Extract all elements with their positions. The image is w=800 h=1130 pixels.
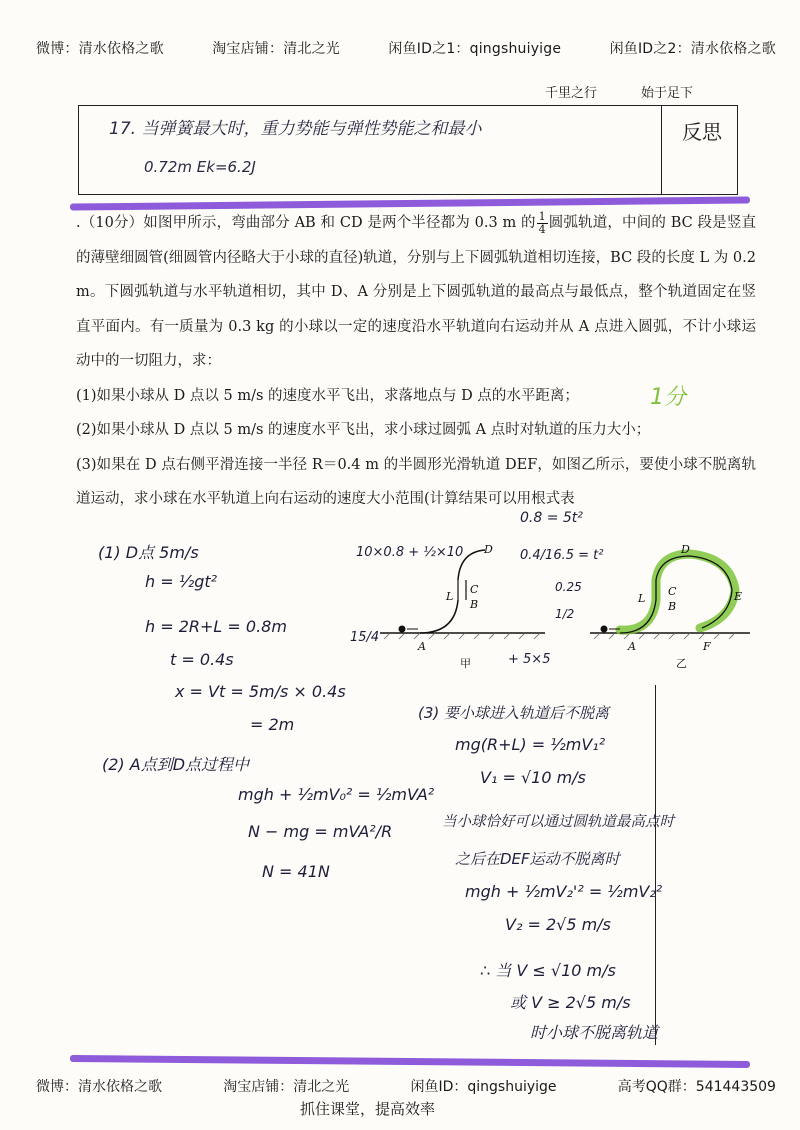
answer-divider — [655, 685, 656, 1045]
scratch-2: 0.8 = 5t² — [520, 510, 583, 526]
question-3: (3)如果在 D 点右侧平滑连接一半径 R＝0.4 m 的半圆形光滑轨道 DEF，如图乙所示，要使小球不脱离轨道运动，求小球在水平轨道上向右运动的速度大小范围(计算结果可以用根式表 — [76, 456, 756, 507]
caption-yi: 乙 — [676, 657, 687, 670]
answer-3-line-8: 或 V ≥ 2√5 m/s — [510, 993, 631, 1012]
ground-hatch — [384, 633, 540, 639]
handwritten-note-1: 17. 当弹簧最大时，重力势能与弹性势能之和最小 — [109, 119, 482, 139]
reflection-table — [78, 105, 738, 195]
answer-3-line-9: 时小球不脱离轨道 — [530, 1023, 659, 1042]
page-header — [36, 38, 776, 58]
track-lower-arc — [420, 600, 458, 633]
question-2: (2)如果小球从 D 点以 5 m/s 的速度水平飞出，求小球过圆弧 A 点时对轨道的压力大小； — [76, 422, 651, 438]
label-c-jia: C — [470, 583, 479, 596]
footer-slogan: 抓住课堂，提高效率 — [300, 1100, 436, 1118]
header-taobao: 淘宝店铺：清北之光 — [212, 41, 341, 57]
header-xianyu1: 闲鱼ID之1：qingshuiyige — [388, 41, 562, 57]
label-l-jia: L — [446, 590, 454, 603]
handwritten-note-2: 0.72m Ek=6.2J — [144, 158, 256, 176]
ball — [399, 626, 406, 633]
page-footer — [36, 1076, 776, 1096]
label-d-yi: D — [681, 543, 690, 556]
answer-3-line-6: V₂ = 2√5 m/s — [505, 915, 611, 934]
answer-2-line-3: N = 41N — [262, 862, 330, 881]
footer-taobao: 淘宝店铺：清北之光 — [223, 1079, 350, 1095]
answer-3-line-2: V₁ = √10 m/s — [480, 768, 586, 787]
header-xianyu2: 闲鱼ID之2：清水依格之歌 — [609, 41, 776, 57]
answer-1-line-3: t = 0.4s — [170, 650, 234, 669]
scratch-1: 10×0.8 + ½×10 — [356, 545, 464, 560]
footer-qq: 高考QQ群：541443509 — [617, 1079, 776, 1095]
answer-3-title: (3) 要小球进入轨道后不脱离 — [418, 704, 610, 722]
scratch-3: 0.4/16.5 = t² — [520, 548, 604, 563]
answer-1-line-2: h = 2R+L = 0.8m — [145, 617, 287, 636]
motto-right: 始于足下 — [641, 86, 694, 101]
answer-1-line-1: h = ½gt² — [145, 572, 218, 591]
answer-3-line-4: 之后在DEF运动不脱离时 — [455, 850, 620, 868]
highlighter-stroke-bottom — [70, 1055, 750, 1068]
caption-jia: 甲 — [460, 657, 471, 670]
scratch-7: 1/2 — [555, 607, 575, 621]
ground-hatch-yi — [594, 633, 735, 639]
label-b-yi: B — [668, 600, 677, 613]
motto-left: 千里之行 — [545, 86, 598, 101]
answer-1-title: (1) D点 5m/s — [98, 543, 199, 562]
motto — [545, 82, 693, 101]
scratch-5: + 5×5 — [508, 652, 551, 667]
answer-2-line-1: mgh + ½mV₀² = ½mVA² — [238, 785, 435, 804]
question-1: (1)如果小球从 D 点以 5 m/s 的速度水平飞出，求落地点与 D 点的水平距离； — [76, 387, 579, 404]
answer-3-line-7: ∴ 当 V ≤ √10 m/s — [480, 961, 616, 980]
label-b-jia: B — [470, 598, 479, 611]
answer-3-line-5: mgh + ½mV₂'² = ½mV₂² — [465, 882, 663, 901]
problem-text — [76, 206, 756, 517]
answer-2-title: (2) A点到D点过程中 — [102, 755, 250, 774]
footer-xianyu: 闲鱼ID：qingshuiyige — [410, 1079, 557, 1095]
ball-yi — [601, 626, 608, 633]
label-a-yi: A — [628, 640, 636, 653]
header-weibo: 微博：清水依格之歌 — [36, 41, 164, 57]
answer-3-line-1: mg(R+L) = ½mV₁² — [455, 735, 606, 754]
answer-1-line-5: = 2m — [250, 715, 295, 734]
problem-intro: .（10分）如图甲所示，弯曲部分 AB 和 CD 是两个半径都为 0.3 m 的 $\frac{1}{4}$ 圆弧轨道，中间的 BC 段是竖直的薄壁细圆管(细圆管内径略大于小球的直径)轨道，分别与上下圆弧轨道相切连接，BC 段的长度 L 为 0.2 m。下圆弧轨道与水平轨道相切，其中 D、A 分别是上下圆弧轨道的最高点与最低点，整个轨道固定在竖直平面内。有一质量为 0.3 kg 的小球以一定的速度沿水平轨道向右运动并从 A 点进入圆弧，不计小球运动中的一切阻力，求： — [76, 209, 756, 369]
answer-3-line-3: 当小球恰好可以通过圆轨道最高点时 — [442, 814, 674, 830]
answer-2-line-2: N − mg = mVA²/R — [248, 822, 393, 841]
fraction-quarter: $\frac{1}{4}$ — [538, 209, 546, 236]
label-c-yi: C — [668, 585, 677, 598]
answer-1-line-4: x = Vt = 5m/s × 0.4s — [175, 682, 346, 701]
label-d-jia: D — [484, 543, 493, 556]
label-a-jia: A — [418, 640, 426, 653]
label-f-yi: F — [703, 640, 711, 653]
label-l-yi: L — [638, 592, 646, 605]
track-tube — [458, 580, 466, 600]
footer-weibo: 微博：清水依格之歌 — [36, 1079, 162, 1095]
scratch-6: 0.25 — [555, 580, 582, 594]
table-divider — [661, 106, 662, 194]
scratch-4: 15/4 — [350, 630, 380, 645]
grading-mark: 1分 — [650, 385, 686, 410]
reflection-label: 反思 — [682, 120, 722, 144]
label-e-yi: E — [734, 590, 743, 603]
